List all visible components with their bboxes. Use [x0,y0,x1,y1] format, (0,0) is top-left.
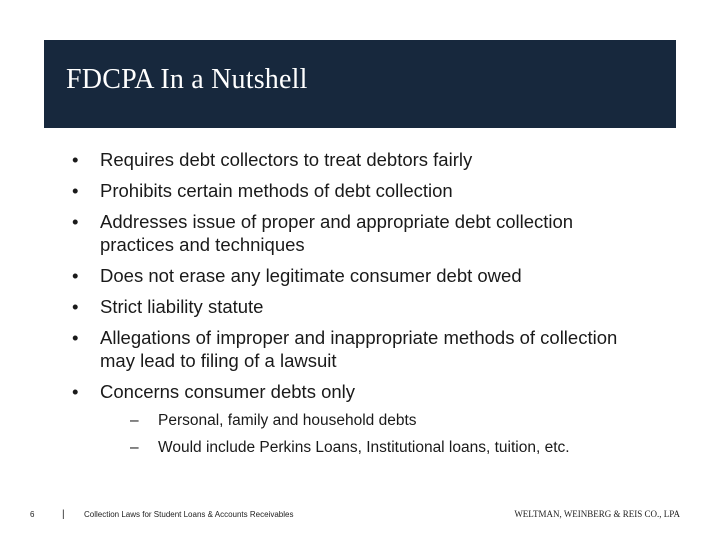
sub-bullet-list [100,411,652,457]
bullet-icon: • [72,149,79,170]
slide-title: FDCPA In a Nutshell [66,64,308,95]
list-item [72,380,652,457]
list-item [72,148,652,171]
bullet-list [72,148,652,457]
bullet-text: Requires debt collectors to treat debtors fairly [100,149,473,170]
footer [0,507,720,527]
bullet-icon: • [72,211,79,232]
bullet-icon: • [72,381,79,402]
sub-bullet-text: Personal, family and household debts [158,412,417,429]
footer-separator: | [62,509,65,520]
bullet-text: Concerns consumer debts only [100,381,356,402]
list-item [72,326,652,372]
bullet-icon: • [72,265,79,286]
list-item [72,179,652,202]
bullet-text: Does not erase any legitimate consumer debt owed [100,265,522,286]
dash-icon: – [130,412,139,429]
bullet-icon: • [72,296,79,317]
course-title: Collection Laws for Student Loans & Accounts Receivables [84,510,294,519]
sub-bullet-text: Would include Perkins Loans, Institutional loans, tuition, etc. [158,439,570,456]
bullet-text: Addresses issue of proper and appropriate debt collection practices and techniques [100,211,574,255]
page-number: 6 [30,510,35,519]
bullet-icon: • [72,180,79,201]
slide-content [72,148,652,465]
bullet-icon: • [72,327,79,348]
sub-list-item [100,411,652,430]
dash-icon: – [130,439,139,456]
firm-name: WELTMAN, WEINBERG & REIS CO., LPA [514,509,680,519]
list-item [72,210,652,256]
list-item [72,295,652,318]
title-bar [44,40,676,128]
bullet-text: Strict liability statute [100,296,264,317]
bullet-text: Allegations of improper and inappropriate methods of collection may lead to filing of a lawsuit [100,327,618,371]
bullet-text: Prohibits certain methods of debt collection [100,180,453,201]
sub-list-item [100,438,652,457]
list-item [72,264,652,287]
